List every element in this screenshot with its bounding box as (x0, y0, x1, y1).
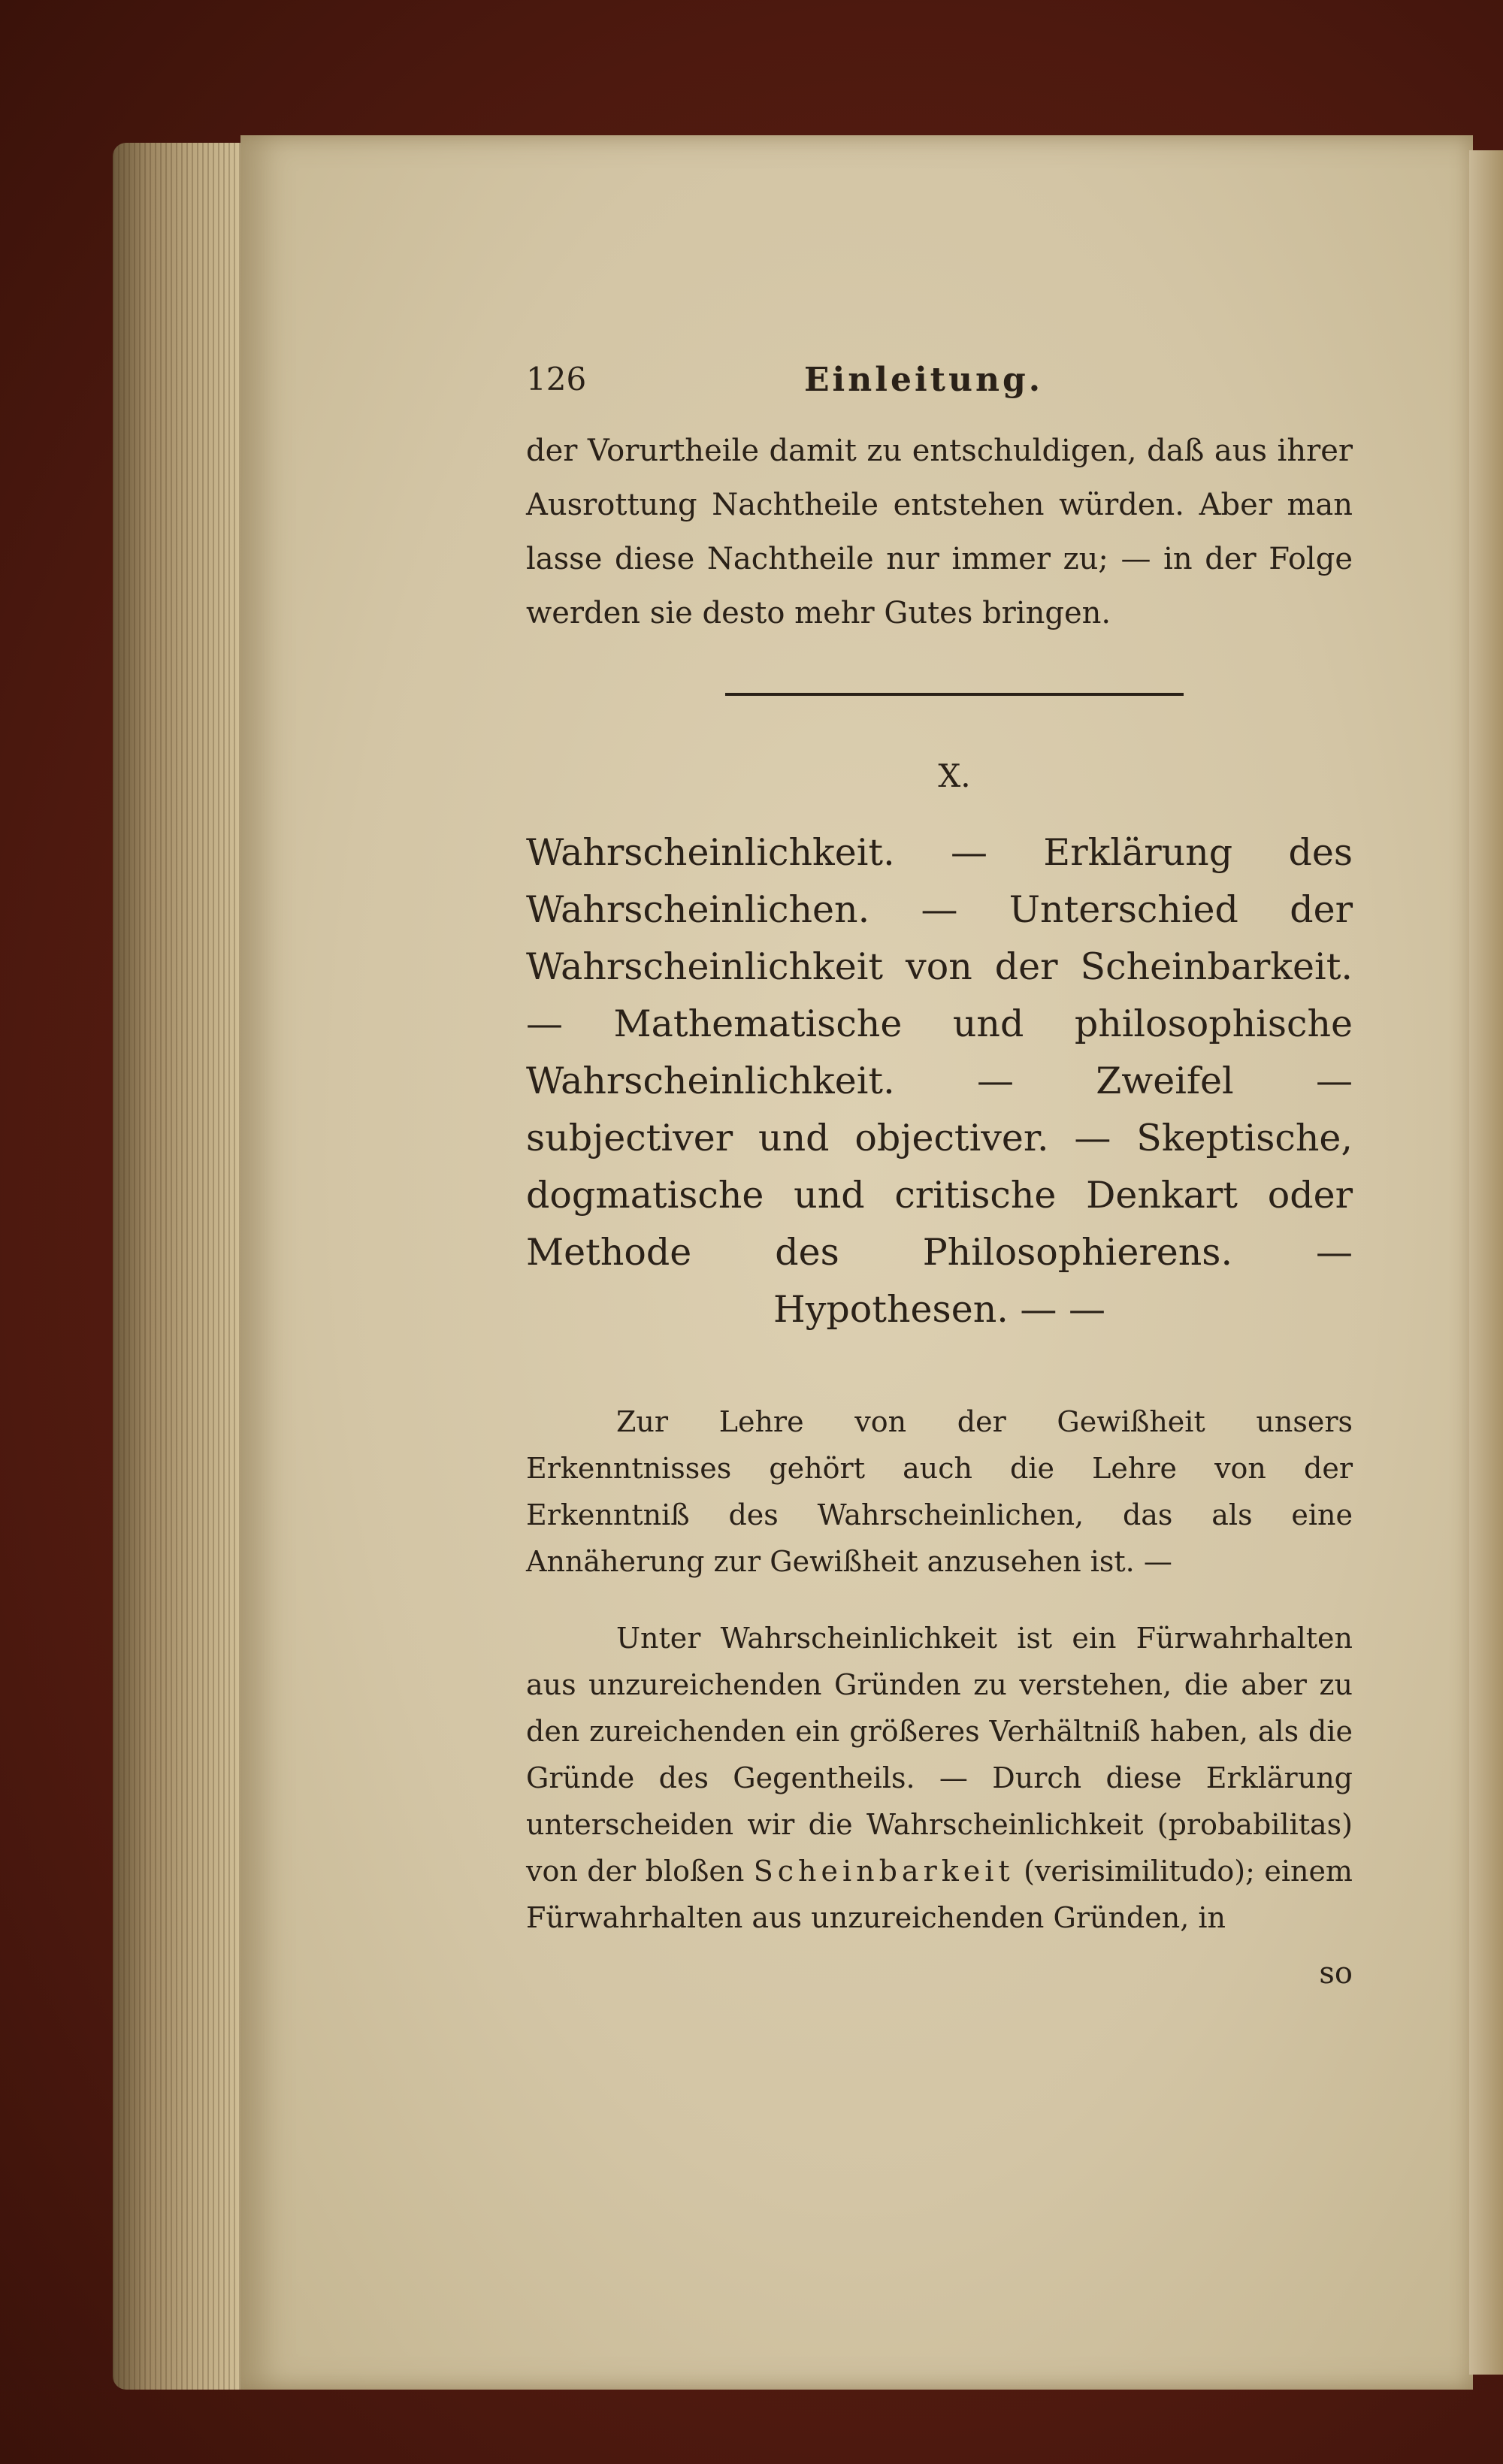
book-page-edges (113, 143, 256, 2390)
facing-page-edge (1469, 150, 1503, 2375)
catchword: so (1319, 1956, 1353, 1991)
body-paragraph-2-part1: Unter Wahrscheinlichkeit ist ein Fürwahrhalten aus unzureichenden Gründen zu verstehen, die aber zu den zureichenden ein größeres Verhältniß haben, als die Gründe des Gegentheils. — Durch diese Erklärung unterscheiden wir die Wahrscheinlichkeit (probabilitas) von der bloßen (526, 1622, 1353, 1888)
body-paragraph-2-part2: (verisimilitudo); einem Fürwahrhalten aus unzureichenden Gründen, in (526, 1855, 1353, 1934)
page-content (526, 361, 1353, 1991)
section-number: X. (938, 757, 971, 794)
emphasized-term: Scheinbarkeit (753, 1855, 1015, 1888)
running-head (526, 361, 1353, 406)
page-number: 126 (526, 361, 587, 398)
section-divider (725, 693, 1184, 696)
carryover-paragraph: der Vorurtheile damit zu entschuldigen, daß aus ihrer Ausrottung Nachtheile entstehen würden. Aber man lasse diese Nachtheile nur immer zu; — in der Folge werden sie desto mehr Gutes bringen. (526, 434, 1353, 630)
section-summary: Wahrscheinlichkeit. — Erklärung des Wahrscheinlichen. — Unterschied der Wahrscheinlichkeit von der Scheinbarkeit. — Mathematische und philosophische Wahrscheinlichkeit. — Zweifel — subjectiver und objectiver. — Skeptische, dogmatische und critische Denkart oder Methode des Philosophierens. — Hypothesen. — — (526, 831, 1353, 1331)
body-paragraph-1: Zur Lehre von der Gewißheit unsers Erkenntnisses gehört auch die Lehre von der Erkenntniß des Wahrscheinlichen, das als eine Annäherung zur Gewißheit anzusehen ist. — (526, 1405, 1353, 1578)
running-head-title: Einleitung. (804, 361, 1044, 399)
body-paragraph-2 (526, 1615, 1353, 1941)
